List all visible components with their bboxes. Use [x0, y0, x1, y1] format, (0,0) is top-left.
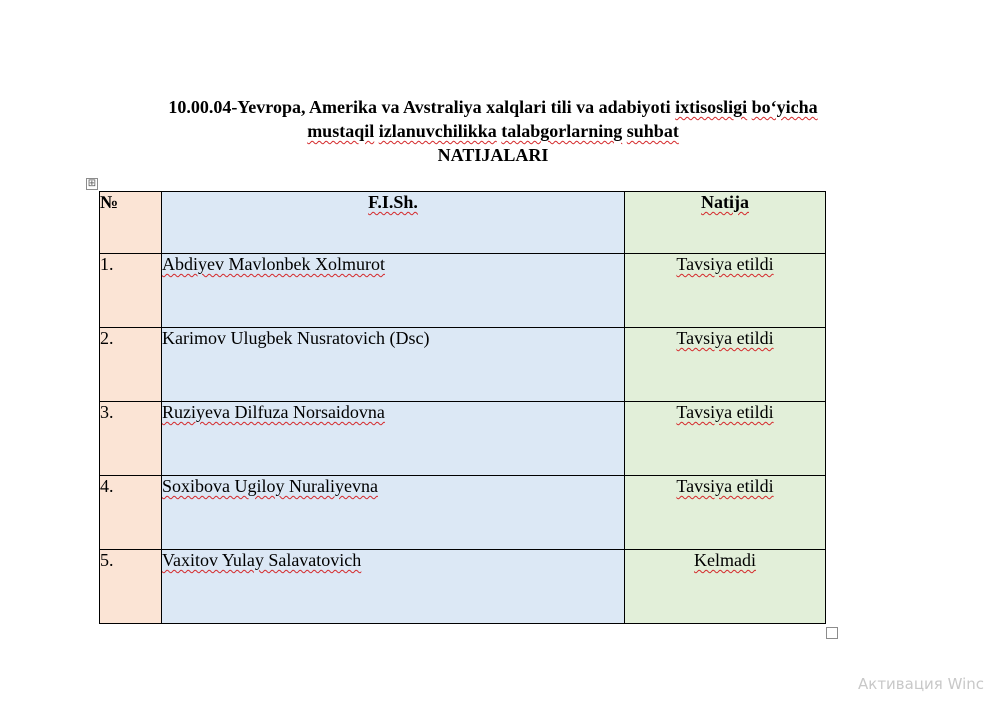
title-word-talabgorlarning: talabgorlarning [501, 121, 623, 141]
row-full-name [162, 402, 625, 476]
row-result-text: Tavsiya etildi [676, 254, 774, 274]
title-word-mustaqil: mustaqil [307, 121, 375, 141]
title-word-suhbat: suhbat [626, 121, 679, 141]
header-result-label: Natija [701, 192, 749, 212]
document-title [0, 95, 986, 167]
windows-activation-watermark: Активация Winc [858, 675, 985, 693]
row-full-name-text: Ruziyeva Dilfuza Norsaidovna [162, 402, 385, 422]
row-result [625, 402, 826, 476]
table-row [100, 328, 826, 402]
title-word-ixtisosligi: ixtisosligi [675, 97, 748, 117]
row-full-name-text: Abdiyev Mavlonbek Xolmurot [162, 254, 385, 274]
table-resize-handle[interactable] [826, 627, 838, 639]
row-number: 5. [100, 550, 162, 624]
row-result [625, 328, 826, 402]
table-row [100, 402, 826, 476]
row-result [625, 476, 826, 550]
row-full-name [162, 328, 625, 402]
title-word-izlanuvchilikka: izlanuvchilikka [378, 121, 497, 141]
table-header-row [100, 192, 826, 254]
row-result-text: Tavsiya etildi [676, 402, 774, 422]
header-result [625, 192, 826, 254]
row-full-name [162, 254, 625, 328]
row-full-name-text: Karimov Ulugbek Nusratovich (Dsc) [162, 328, 430, 348]
title-line-1 [0, 95, 986, 119]
row-full-name-text: Vaxitov Yulay Salavatovich [162, 550, 362, 570]
row-full-name [162, 476, 625, 550]
table-row [100, 550, 826, 624]
title-line-2 [0, 119, 986, 143]
row-full-name-text: Soxibova Ugiloy Nuraliyevna [162, 476, 378, 496]
row-number: 1. [100, 254, 162, 328]
row-number: 2. [100, 328, 162, 402]
row-full-name [162, 550, 625, 624]
row-number: 3. [100, 402, 162, 476]
row-number: 4. [100, 476, 162, 550]
table-row [100, 254, 826, 328]
header-full-name [162, 192, 625, 254]
title-line-3: NATIJALARI [437, 145, 549, 165]
table-move-handle-icon[interactable]: ⊞ [87, 178, 97, 189]
title-line-1-prefix: 10.00.04-Yevropa, Amerika va Avstraliya xalqlari tili va adabiyoti [168, 97, 671, 117]
row-result-text: Tavsiya etildi [676, 476, 774, 496]
row-result [625, 254, 826, 328]
table-row [100, 476, 826, 550]
header-full-name-label: F.I.Sh. [368, 192, 418, 212]
row-result-text: Kelmadi [694, 550, 756, 570]
title-word-boyicha: bo‘yicha [751, 97, 818, 117]
results-table [99, 191, 826, 624]
row-result [625, 550, 826, 624]
row-result-text: Tavsiya etildi [676, 328, 774, 348]
header-number: № [100, 192, 162, 254]
